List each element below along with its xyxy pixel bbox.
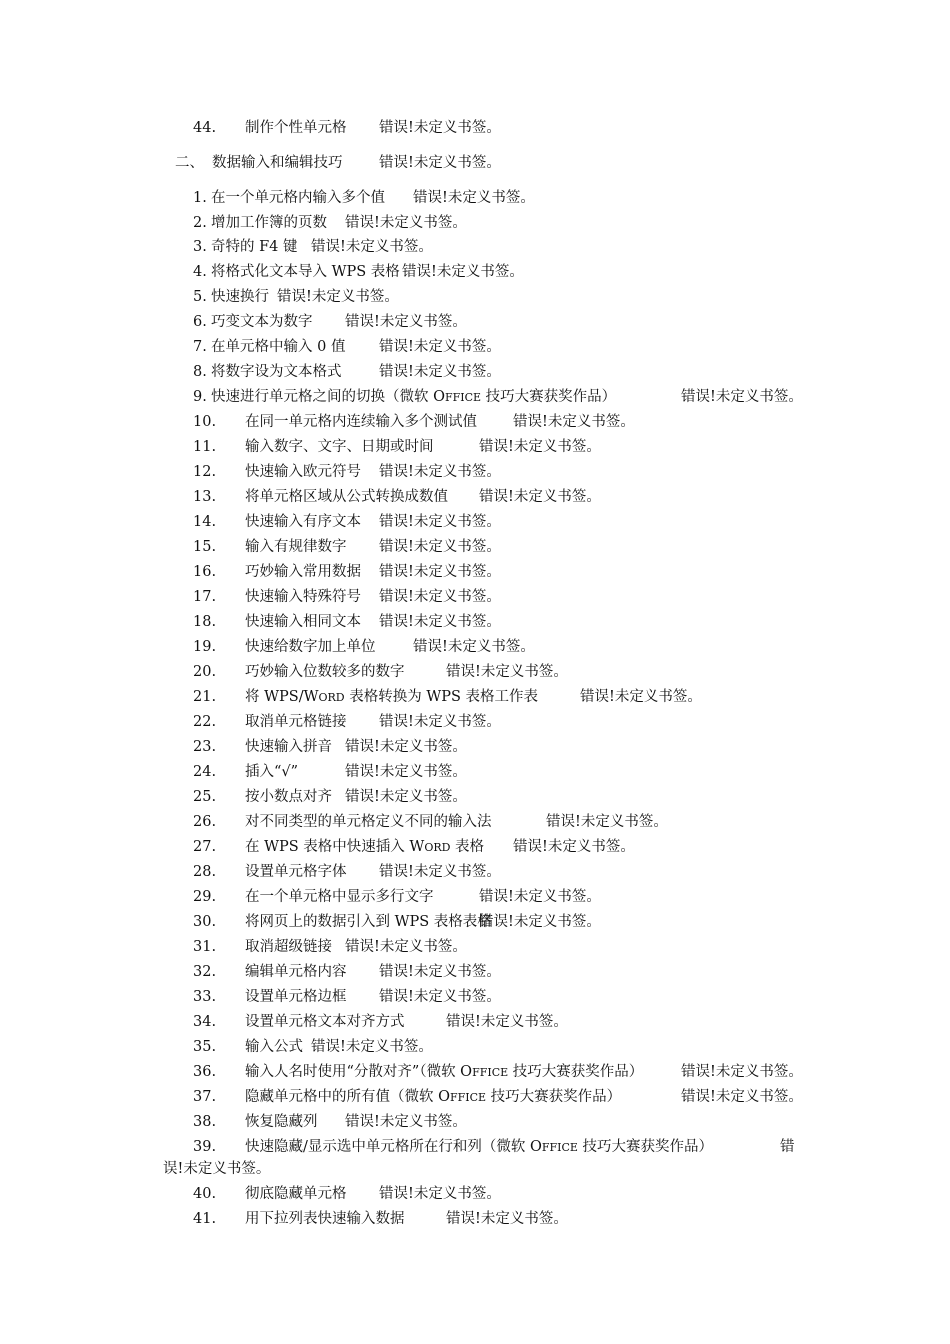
entry-number: 25. xyxy=(193,789,217,805)
entry-page-ref: 错误!未定义书签。 xyxy=(311,239,433,255)
entry-number: 6. xyxy=(193,314,207,330)
entry-title-suffix: 技巧大赛获奖作品） xyxy=(481,389,617,405)
entry-number: 29. xyxy=(193,889,217,905)
entry-number: 23. xyxy=(193,739,217,755)
entry-page-ref: 错误!未定义书签。 xyxy=(379,155,501,171)
entry-page-ref: 错误!未定义书签。 xyxy=(446,1211,568,1227)
entry-page-ref: 错误!未定义书签。 xyxy=(345,789,467,805)
entry-title-prefix: 输入人名时使用“分散对齐”（微软 O xyxy=(245,1064,473,1080)
entry-title: 在单元格中输入 0 值 xyxy=(211,339,346,355)
entry-title: 快速输入有序文本 xyxy=(245,514,361,530)
entry-title-suffix: 技巧大赛获奖作品） xyxy=(577,1139,714,1155)
entry-page-ref: 错误!未定义书签。 xyxy=(379,714,501,730)
entry-number: 44. xyxy=(193,120,217,136)
entry-number: 10. xyxy=(193,414,217,430)
entry-page-ref: 错误!未定义书签。 xyxy=(379,989,501,1005)
entry-number: 19. xyxy=(193,639,217,655)
entry-title xyxy=(245,687,538,708)
entry-title-prefix: 将 WPS/W xyxy=(245,689,319,705)
entry-page-ref: 错误!未定义书签。 xyxy=(479,914,601,930)
entry-page-ref: 错误!未定义书签。 xyxy=(379,589,501,605)
entry-title-smallcaps: ORD xyxy=(318,691,345,704)
entry-number: 3. xyxy=(193,239,207,255)
entry-title: 巧妙输入位数较多的数字 xyxy=(245,664,405,680)
entry-title: 对不同类型的单元格定义不同的输入法 xyxy=(245,814,492,830)
entry-number: 2. xyxy=(193,215,207,231)
entry-page-ref: 错误!未定义书签。 xyxy=(681,1064,803,1080)
entry-number: 15. xyxy=(193,539,217,555)
entry-number: 41. xyxy=(193,1211,217,1227)
entry-page-ref: 错误!未定义书签。 xyxy=(345,1114,467,1130)
entry-page-ref: 错误!未定义书签。 xyxy=(479,439,601,455)
entry-page-ref: 错误!未定义书签。 xyxy=(413,190,535,206)
entry-page-ref: 错误!未定义书签。 xyxy=(580,689,702,705)
entry-title: 将单元格区域从公式转换成数值 xyxy=(245,489,448,505)
entry-number: 35. xyxy=(193,1039,217,1055)
entry-page-ref: 错误!未定义书签。 xyxy=(379,964,501,980)
entry-number: 20. xyxy=(193,664,217,680)
entry-page-ref: 错误!未定义书签。 xyxy=(345,314,467,330)
entry-number: 28. xyxy=(193,864,217,880)
entry-number: 39. xyxy=(193,1139,217,1155)
entry-title: 快速输入欧元符号 xyxy=(245,464,361,480)
entry-number: 8. xyxy=(193,364,207,380)
entry-title: 取消单元格链接 xyxy=(245,714,347,730)
entry-page-ref: 错误!未定义书签。 xyxy=(546,814,668,830)
entry-page-ref: 错误!未定义书签。 xyxy=(345,764,467,780)
entry-title-smallcaps: FFICE xyxy=(541,1141,578,1154)
entry-number: 14. xyxy=(193,514,217,530)
entry-title-smallcaps: ORD xyxy=(424,841,451,854)
entry-number: 16. xyxy=(193,564,217,580)
entry-title: 巧变文本为数字 xyxy=(211,314,313,330)
entry-page-ref: 错误!未定义书签。 xyxy=(379,539,501,555)
entry-page-ref: 错误!未定义书签。 xyxy=(345,215,467,231)
entry-number: 21. xyxy=(193,689,217,705)
entry-page-ref: 错误!未定义书签。 xyxy=(446,664,568,680)
entry-title xyxy=(245,1062,643,1083)
entry-title-suffix: 表格转换为 WPS 表格工作表 xyxy=(344,689,539,705)
entry-title xyxy=(245,1087,621,1108)
entry-number: 33. xyxy=(193,989,217,1005)
entry-title xyxy=(245,1137,713,1158)
entry-title: 增加工作簿的页数 xyxy=(211,215,327,231)
entry-number: 37. xyxy=(193,1089,217,1105)
entry-page-ref: 错误!未定义书签。 xyxy=(311,1039,433,1055)
entry-page-ref: 错误!未定义书签。 xyxy=(379,1186,501,1202)
entry-number: 7. xyxy=(193,339,207,355)
entry-title: 彻底隐藏单元格 xyxy=(245,1186,347,1202)
entry-number: 30. xyxy=(193,914,217,930)
section-title: 数据输入和编辑技巧 xyxy=(212,155,343,171)
entry-title: 巧妙输入常用数据 xyxy=(245,564,361,580)
entry-number: 12. xyxy=(193,464,217,480)
entry-number: 1. xyxy=(193,190,207,206)
entry-title: 输入数字、文字、日期或时间 xyxy=(245,439,434,455)
entry-page-ref: 错误!未定义书签。 xyxy=(479,489,601,505)
entry-title: 插入“√” xyxy=(245,764,299,780)
entry-title: 奇特的 F4 键 xyxy=(211,239,298,255)
entry-title-prefix: 快速隐藏/显示选中单元格所在行和列（微软 O xyxy=(245,1139,542,1155)
entry-number: 38. xyxy=(193,1114,217,1130)
entry-number: 40. xyxy=(193,1186,217,1202)
entry-title: 将数字设为文本格式 xyxy=(211,364,342,380)
entry-page-ref: 错误!未定义书签。 xyxy=(379,614,501,630)
entry-title: 快速给数字加上单位 xyxy=(245,639,376,655)
entry-title: 将网页上的数据引入到 WPS 表格表格 xyxy=(245,914,492,930)
entry-title: 快速输入拼音 xyxy=(245,739,332,755)
entry-title: 编辑单元格内容 xyxy=(245,964,347,980)
entry-title-prefix: 快速进行单元格之间的切换（微软 O xyxy=(211,389,445,405)
entry-title-prefix: 隐藏单元格中的所有值（微软 O xyxy=(245,1089,450,1105)
entry-number: 18. xyxy=(193,614,217,630)
entry-title: 在同一单元格内连续输入多个测试值 xyxy=(245,414,477,430)
entry-number: 4. xyxy=(193,264,207,280)
entry-title: 在一个单元格中显示多行文字 xyxy=(245,889,434,905)
entry-number: 13. xyxy=(193,489,217,505)
entry-page-ref: 错误!未定义书签。 xyxy=(345,939,467,955)
entry-title: 在一个单元格内输入多个值 xyxy=(211,190,385,206)
entry-title: 制作个性单元格 xyxy=(245,120,347,136)
entry-page-ref: 错误!未定义书签。 xyxy=(681,389,803,405)
entry-title xyxy=(211,387,616,408)
entry-number: 24. xyxy=(193,764,217,780)
entry-page-ref: 错误!未定义书签。 xyxy=(379,364,501,380)
entry-title-suffix: 技巧大赛获奖作品） xyxy=(486,1089,622,1105)
entry-number: 34. xyxy=(193,1014,217,1030)
entry-page-ref: 错误!未定义书签。 xyxy=(379,564,501,580)
entry-page-ref: 错误!未定义书签。 xyxy=(681,1089,803,1105)
entry-title: 快速输入特殊符号 xyxy=(245,589,361,605)
entry-number: 5. xyxy=(193,289,207,305)
entry-page-ref: 错误!未定义书签。 xyxy=(513,839,635,855)
entry-title: 设置单元格边框 xyxy=(245,989,347,1005)
entry-number: 17. xyxy=(193,589,217,605)
entry-title xyxy=(245,837,484,858)
entry-title: 快速输入相同文本 xyxy=(245,614,361,630)
entry-page-ref: 错误!未定义书签。 xyxy=(277,289,399,305)
entry-number: 22. xyxy=(193,714,217,730)
entry-title: 设置单元格字体 xyxy=(245,864,347,880)
section-number: 二、 xyxy=(175,155,204,171)
entry-number: 11. xyxy=(193,439,217,455)
entry-title: 取消超级链接 xyxy=(245,939,332,955)
entry-page-ref: 错误!未定义书签。 xyxy=(413,639,535,655)
entry-page-ref: 错误!未定义书签。 xyxy=(402,264,524,280)
entry-title-smallcaps: FFICE xyxy=(445,391,482,404)
entry-title-prefix: 在 WPS 表格中快速插入 W xyxy=(245,839,425,855)
entry-page-ref-end: 误!未定义书签。 xyxy=(163,1161,271,1177)
entry-page-ref-start: 错 xyxy=(780,1139,795,1155)
entry-page-ref: 错误!未定义书签。 xyxy=(379,864,501,880)
entry-title: 输入公式 xyxy=(245,1039,303,1055)
entry-page-ref: 错误!未定义书签。 xyxy=(513,414,635,430)
entry-page-ref: 错误!未定义书签。 xyxy=(345,739,467,755)
entry-title-smallcaps: FFICE xyxy=(450,1091,487,1104)
entry-title: 将格式化文本导入 WPS 表格 xyxy=(211,264,400,280)
entry-number: 9. xyxy=(193,389,207,405)
entry-number: 31. xyxy=(193,939,217,955)
entry-page-ref: 错误!未定义书签。 xyxy=(446,1014,568,1030)
entry-page-ref: 错误!未定义书签。 xyxy=(479,889,601,905)
entry-title: 用下拉列表快速输入数据 xyxy=(245,1211,405,1227)
entry-title-suffix: 技巧大赛获奖作品） xyxy=(508,1064,644,1080)
entry-title: 设置单元格文本对齐方式 xyxy=(245,1014,405,1030)
entry-page-ref: 错误!未定义书签。 xyxy=(379,514,501,530)
entry-title: 恢复隐藏列 xyxy=(245,1114,318,1130)
entry-page-ref: 错误!未定义书签。 xyxy=(379,464,501,480)
entry-number: 26. xyxy=(193,814,217,830)
entry-page-ref: 错误!未定义书签。 xyxy=(379,339,501,355)
entry-title-suffix: 表格 xyxy=(450,839,485,855)
entry-number: 27. xyxy=(193,839,217,855)
entry-number: 36. xyxy=(193,1064,217,1080)
entry-number: 32. xyxy=(193,964,217,980)
entry-title-smallcaps: FFICE xyxy=(472,1066,509,1079)
entry-title: 输入有规律数字 xyxy=(245,539,347,555)
entry-title: 按小数点对齐 xyxy=(245,789,332,805)
entry-title: 快速换行 xyxy=(211,289,269,305)
entry-page-ref: 错误!未定义书签。 xyxy=(379,120,501,136)
